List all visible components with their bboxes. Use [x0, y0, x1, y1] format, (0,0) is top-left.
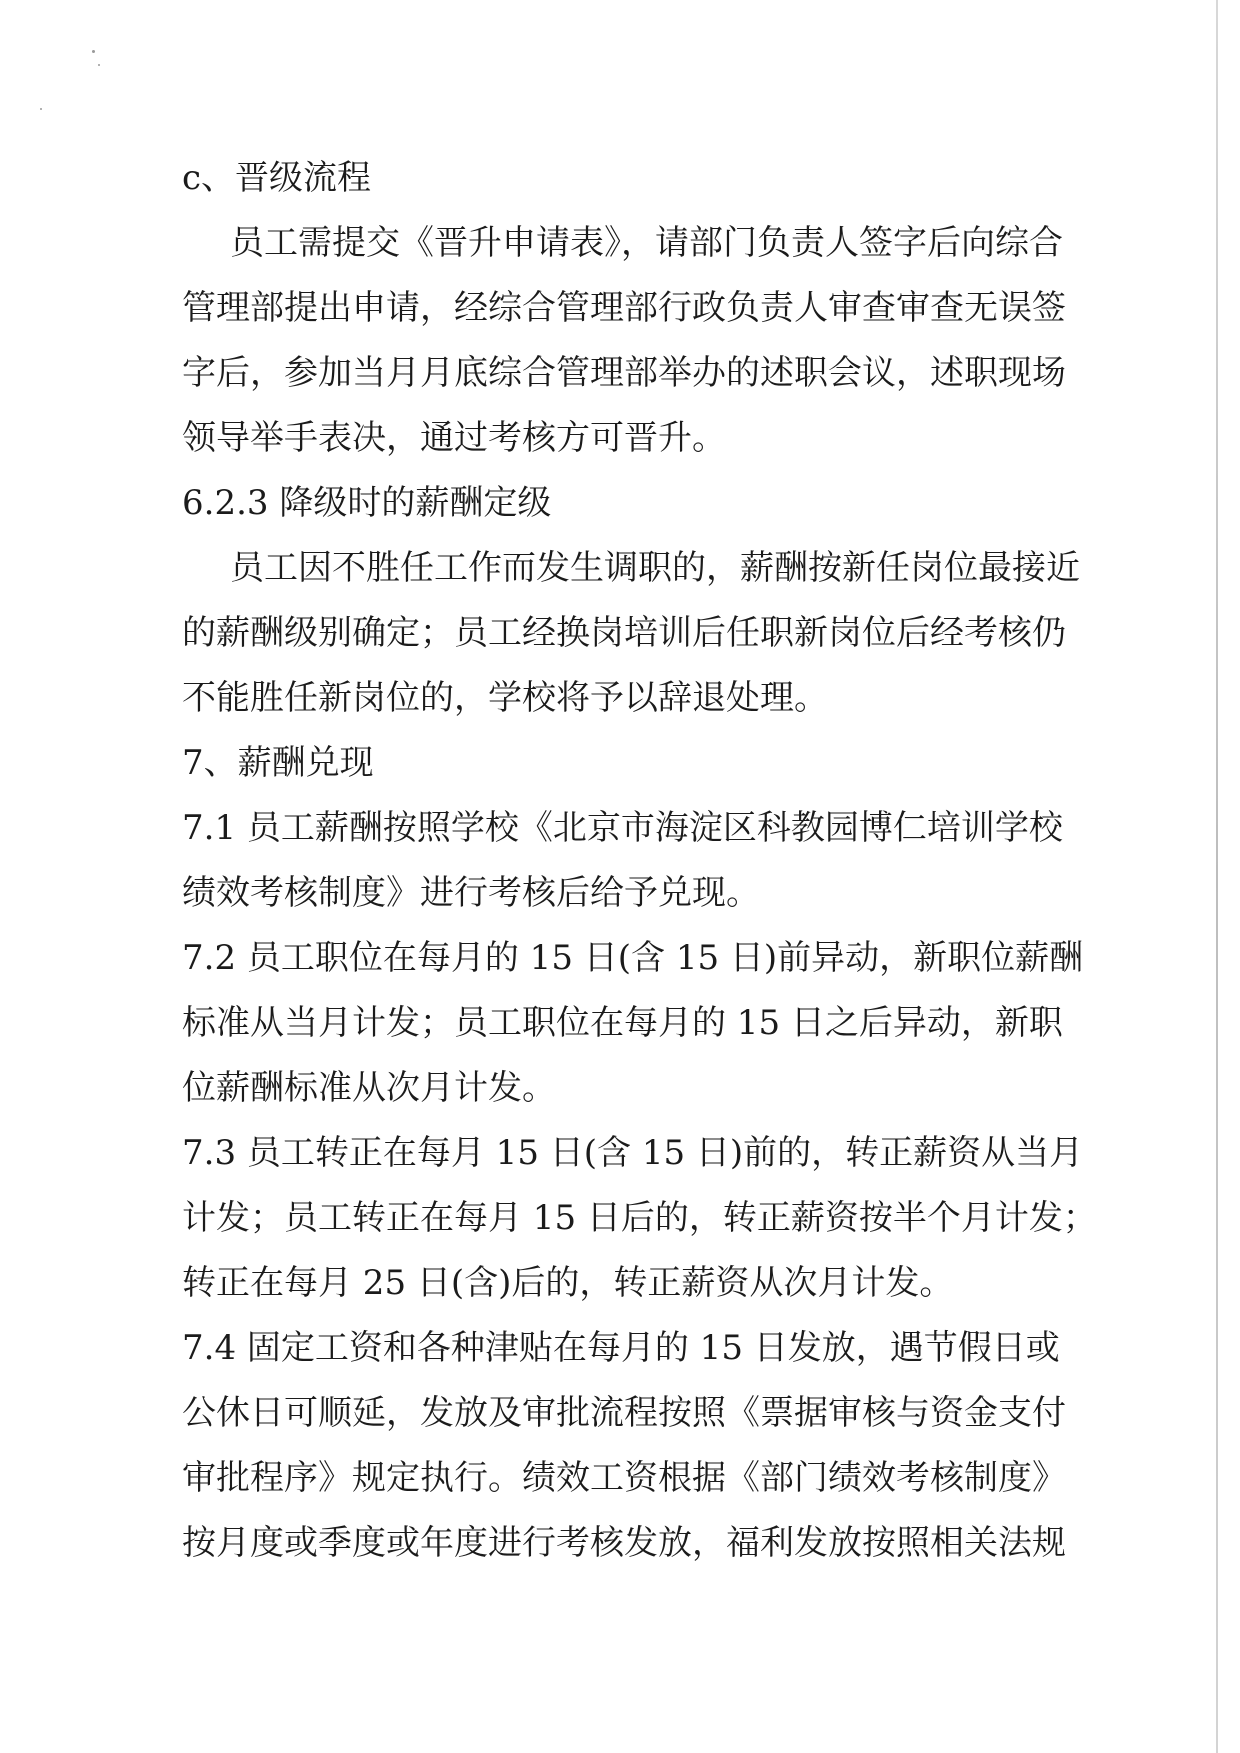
- section-heading-demotion-salary: 6.2.3 降级时的薪酬定级: [182, 483, 552, 523]
- clause-line: 位薪酬标准从次月计发。: [182, 1068, 556, 1108]
- clause-line: 转正在每月 25 日(含)后的，转正薪资从次月计发。: [182, 1263, 954, 1303]
- section-heading-promotion-process: c、晋级流程: [182, 158, 372, 198]
- scan-speck: [40, 108, 42, 110]
- clause-line: 公休日可顺延，发放及审批流程按照《票据审核与资金支付: [182, 1393, 1066, 1433]
- document-body: [182, 146, 1097, 1576]
- section-heading-salary-payment: 7、薪酬兑现: [182, 743, 374, 783]
- paragraph-line: 的薪酬级别确定；员工经换岗培训后任职新岗位后经考核仍: [182, 613, 1066, 653]
- paragraph-line: 管理部提出申请，经综合管理部行政负责人审查审查无误签: [182, 288, 1066, 328]
- clause-line: 按月度或季度或年度进行考核发放，福利发放按照相关法规: [182, 1523, 1066, 1563]
- scan-edge-line: [1216, 0, 1218, 1753]
- clause-line: 7.3 员工转正在每月 15 日(含 15 日)前的，转正薪资从当月: [182, 1133, 1084, 1173]
- paragraph-line: 员工因不胜任工作而发生调职的，薪酬按新任岗位最接近: [230, 548, 1080, 588]
- paragraph-line: 不能胜任新岗位的，学校将予以辞退处理。: [182, 678, 828, 718]
- paragraph-line: 字后，参加当月月底综合管理部举办的述职会议，述职现场: [182, 353, 1066, 393]
- clause-line: 标准从当月计发；员工职位在每月的 15 日之后异动，新职: [182, 1003, 1063, 1043]
- clause-line: 7.1 员工薪酬按照学校《北京市海淀区科教园博仁培训学校: [182, 808, 1063, 848]
- clause-line: 7.2 员工职位在每月的 15 日(含 15 日)前异动，新职位薪酬: [182, 938, 1084, 978]
- clause-line: 绩效考核制度》进行考核后给予兑现。: [182, 873, 760, 913]
- paragraph-line: 领导举手表决，通过考核方可晋升。: [182, 418, 726, 458]
- clause-line: 7.4 固定工资和各种津贴在每月的 15 日发放，遇节假日或: [182, 1328, 1060, 1368]
- paragraph-line: 员工需提交《晋升申请表》，请部门负责人签字后向综合: [230, 223, 1063, 263]
- scan-speck: [98, 64, 100, 66]
- clause-line: 计发；员工转正在每月 15 日后的，转正薪资按半个月计发；: [182, 1198, 1097, 1238]
- scan-speck: [92, 50, 95, 53]
- clause-line: 审批程序》规定执行。绩效工资根据《部门绩效考核制度》: [182, 1458, 1066, 1498]
